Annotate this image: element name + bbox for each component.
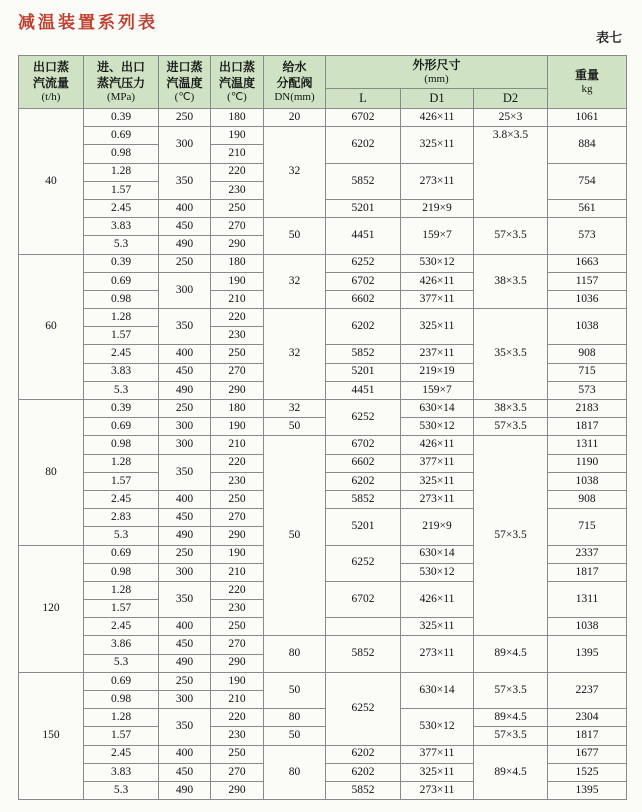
table-cell: 150 [19,672,84,799]
table-cell: 0.98 [84,436,159,454]
table-cell: 6602 [326,290,401,308]
table-cell: 250 [159,672,211,690]
table-cell: 6252 [326,254,401,272]
table-cell: 5201 [326,199,401,217]
table-row [19,218,627,236]
table-cell: 6702 [326,581,401,617]
table-row [19,672,627,690]
col-header-inlet-steam-temp [159,56,211,109]
col-header-outline-dimensions [326,56,548,89]
table-cell: 5852 [326,781,401,799]
table-cell: 57×3.5 [474,436,548,636]
table-cell: 270 [211,218,264,236]
table-cell: 300 [159,436,211,454]
table-cell: 1190 [548,454,627,472]
table-cell: 50 [264,727,326,745]
table-cell: 530×12 [401,418,474,436]
table-cell: 190 [211,272,264,290]
table-cell: 325×11 [401,472,474,490]
table-cell: 400 [159,490,211,508]
table-cell: 1817 [548,418,627,436]
table-cell: 5201 [326,509,401,545]
table-cell: 1817 [548,727,627,745]
table-cell: 190 [211,127,264,145]
table-cell: 159×7 [401,218,474,254]
table-cell: 210 [211,145,264,163]
table-cell: 80 [264,745,326,800]
table-cell: 6252 [326,672,401,745]
table-cell: 630×14 [401,672,474,708]
table-cell: 1157 [548,272,627,290]
table-cell: 400 [159,618,211,636]
table-cell: 1395 [548,781,627,799]
table-number-label: 表七 [595,30,622,45]
table-cell: 220 [211,581,264,599]
table-cell: 270 [211,363,264,381]
table-cell: 270 [211,636,264,654]
header-line: 出口蒸 [32,60,69,75]
table-cell: 754 [548,163,627,199]
table-cell: 1038 [548,472,627,490]
table-cell: 2.45 [84,490,159,508]
table-cell: 6252 [326,400,401,436]
table-cell: 80 [264,709,326,727]
header-line: 重量 [575,67,600,82]
table-cell: 57×3.5 [474,672,548,708]
table-cell: 1.28 [84,581,159,599]
table-cell: 270 [211,763,264,781]
table-cell: 250 [211,745,264,763]
table-cell: 210 [211,290,264,308]
table-cell: 1.57 [84,472,159,490]
table-cell: 5.3 [84,654,159,672]
table-cell: 290 [211,654,264,672]
header-unit: DN(mm) [274,91,315,104]
table-cell: 884 [548,127,627,163]
table-cell: 32 [264,400,326,418]
table-cell: 6202 [326,127,401,163]
table-row [19,745,627,763]
table-cell: 908 [548,490,627,508]
table-cell: 0.69 [84,672,159,690]
table-cell: 530×12 [401,709,474,745]
table-cell: 1.28 [84,454,159,472]
table-cell: 290 [211,236,264,254]
table-cell: 5201 [326,363,401,381]
table-cell: 325×11 [401,127,474,163]
table-cell: 89×4.5 [474,709,548,727]
table-cell: 300 [159,127,211,163]
table-cell: 1036 [548,290,627,308]
table-cell: 3.83 [84,763,159,781]
table-cell: 0.69 [84,418,159,436]
table-cell: 230 [211,327,264,345]
table-cell: 230 [211,727,264,745]
table-cell: 0.98 [84,563,159,581]
table-cell: 40 [19,109,84,255]
table-cell: 290 [211,781,264,799]
table-cell: 0.39 [84,254,159,272]
table-cell: 35×3.5 [474,309,548,400]
table-cell: 300 [159,691,211,709]
table-cell: 190 [211,418,264,436]
table-cell: 0.69 [84,272,159,290]
table-cell: 450 [159,218,211,236]
table-cell: 180 [211,109,264,127]
table-cell: 159×7 [401,381,474,399]
table-cell: 270 [211,509,264,527]
table-cell: 250 [211,199,264,217]
header-unit: (℃) [174,91,195,104]
table-cell: 630×14 [401,545,474,563]
table-cell: 1677 [548,745,627,763]
table-cell: 5.3 [84,527,159,545]
table-cell: 573 [548,381,627,399]
table-cell: 490 [159,654,211,672]
table-row [19,127,627,145]
table-row [19,636,627,654]
table-cell: 1.57 [84,600,159,618]
table-cell: 220 [211,454,264,472]
table-cell: 6252 [326,545,401,581]
table-cell: 6602 [326,454,401,472]
table-cell: 32 [264,309,326,400]
table-cell: 450 [159,363,211,381]
table-cell: 290 [211,381,264,399]
table-cell: 325×11 [401,763,474,781]
table-cell: 180 [211,254,264,272]
header-line: 汽温度 [166,75,203,90]
table-cell: 273×11 [401,636,474,672]
table-cell: 1.57 [84,727,159,745]
table-cell: 219×9 [401,199,474,217]
table-cell: 1.57 [84,181,159,199]
table-cell: 350 [159,454,211,490]
table-cell: 250 [211,490,264,508]
table-cell: 490 [159,381,211,399]
table-row [19,254,627,272]
table-cell: 50 [264,218,326,254]
table-cell: 2.45 [84,618,159,636]
table-header [19,56,627,109]
table-cell: 715 [548,509,627,545]
table-cell: 0.69 [84,545,159,563]
table-cell: 1.28 [84,709,159,727]
table-cell: 6702 [326,109,401,127]
table-cell: 57×3.5 [474,218,548,254]
table-row [19,709,627,727]
col-header-outlet-steam-flow [19,56,84,109]
table-cell: 219×9 [401,509,474,545]
table-cell: 0.39 [84,400,159,418]
table-cell: 3.86 [84,636,159,654]
table-cell: 180 [211,400,264,418]
table-cell: 350 [159,163,211,199]
table-cell: 4451 [326,381,401,399]
table-cell: 6202 [326,472,401,490]
header-line: 进、出口 [96,60,145,75]
table-cell: 325×11 [401,618,474,636]
header-unit: (MPa) [106,91,136,104]
table-cell: 1061 [548,109,627,127]
table-cell: 220 [211,709,264,727]
header-line: 汽流量 [32,75,69,90]
table-cell: 630×14 [401,400,474,418]
table-cell: 6202 [326,763,401,781]
table-cell: 89×4.5 [474,636,548,672]
table-cell: 230 [211,600,264,618]
table-cell: 25×3 [474,109,548,127]
table-cell: 20 [264,109,326,127]
table-cell: 2.45 [84,345,159,363]
table-cell: 237×11 [401,345,474,363]
col-header-feedwater-valve [264,56,326,109]
table-cell: 1038 [548,618,627,636]
table-cell: 250 [211,345,264,363]
table-cell: 219×19 [401,363,474,381]
table-cell: 57×3.5 [474,418,548,436]
table-cell: 1.57 [84,327,159,345]
table-cell: 6202 [326,745,401,763]
table-cell: 80 [19,400,84,546]
table-cell: 250 [159,545,211,563]
table-cell: 6702 [326,436,401,454]
col-header-steam-pressure [84,56,159,109]
table-cell: 80 [264,636,326,672]
table-cell: 1.28 [84,309,159,327]
table-cell: 273×11 [401,163,474,199]
table-cell: 120 [19,545,84,672]
header-unit: (℃) [227,91,247,104]
table-cell: 50 [264,418,326,436]
table-cell: 57×3.5 [474,727,548,745]
table-cell: 426×11 [401,581,474,617]
table-cell: 32 [264,127,326,218]
header-line: 分配阀 [276,75,313,90]
table-cell: 230 [211,472,264,490]
table-cell: 377×11 [401,745,474,763]
header-line: 出口蒸 [218,60,255,75]
table-cell: 400 [159,345,211,363]
table-cell: 273×11 [401,781,474,799]
table-cell: 561 [548,199,627,217]
header-line: 给水 [282,60,307,75]
table-cell: 220 [211,163,264,181]
table-cell: 350 [159,581,211,617]
table-cell: 250 [211,618,264,636]
table-cell: 1395 [548,636,627,672]
col-header-outlet-steam-temp [211,56,264,109]
table-cell: 377×11 [401,290,474,308]
table-cell: 210 [211,436,264,454]
table-cell: 490 [159,527,211,545]
table-cell: 210 [211,563,264,581]
table-cell: 490 [159,781,211,799]
table-cell: 426×11 [401,109,474,127]
header-row-main [19,56,627,89]
table-cell: 0.69 [84,127,159,145]
table-cell: 6702 [326,272,401,290]
header-line: 汽温度 [218,75,255,90]
table-cell: 250 [159,400,211,418]
table-cell: 450 [159,509,211,527]
table-row [19,418,627,436]
table-cell: 273×11 [401,490,474,508]
table-cell: 1663 [548,254,627,272]
table-cell: 530×12 [401,254,474,272]
table-row [19,309,627,327]
table-cell: 2.83 [84,509,159,527]
table-cell: 50 [264,672,326,708]
header-unit: kg [581,83,593,96]
header-unit: (mm) [424,73,449,86]
table-cell: 38×3.5 [474,400,548,418]
table-cell [326,618,401,636]
table-cell: 190 [211,545,264,563]
header-line: 进口蒸 [166,60,203,75]
table-cell: 3.83 [84,363,159,381]
table-cell: 250 [159,109,211,127]
table-cell: 490 [159,236,211,254]
table-cell: 400 [159,745,211,763]
table-cell: 350 [159,309,211,345]
table-cell: 2304 [548,709,627,727]
table-cell: 89×4.5 [474,745,548,800]
table-cell: 300 [159,272,211,308]
table-cell: 1311 [548,581,627,617]
table-row [19,436,627,454]
spec-table-body [19,109,627,800]
table-cell: 5.3 [84,381,159,399]
table-cell: 1817 [548,563,627,581]
table-cell: 0.98 [84,145,159,163]
table-cell: 300 [159,418,211,436]
spec-table [18,55,627,800]
col-header-weight [548,56,627,109]
col-header-dim-d1: D1 [401,89,474,109]
page-title: 减温装置系列表 [18,13,158,32]
table-cell: 2237 [548,672,627,708]
table-cell: 3.83 [84,218,159,236]
table-cell: 715 [548,363,627,381]
header-line: 外形尺寸 [412,57,461,72]
header-line: 蒸汽压力 [96,75,145,90]
table-cell: 5852 [326,490,401,508]
table-cell: 908 [548,345,627,363]
table-cell: 290 [211,527,264,545]
table-cell: 5852 [326,636,401,672]
table-cell: 426×11 [401,436,474,454]
table-cell: 377×11 [401,454,474,472]
table-cell: 2.45 [84,745,159,763]
table-cell: 5.3 [84,236,159,254]
table-cell: 0.98 [84,691,159,709]
table-cell: 350 [159,709,211,745]
col-header-dim-d2: D2 [474,89,548,109]
table-cell: 573 [548,218,627,254]
col-header-dim-l: L [326,89,401,109]
table-cell: 190 [211,672,264,690]
table-cell: 300 [159,563,211,581]
table-row [19,109,627,127]
table-cell: 325×11 [401,309,474,345]
table-cell: 250 [159,254,211,272]
table-cell: 5852 [326,345,401,363]
table-cell: 0.39 [84,109,159,127]
table-cell: 60 [19,254,84,400]
table-cell: 1038 [548,309,627,345]
table-cell: 6202 [326,309,401,345]
table-cell: 450 [159,763,211,781]
table-cell: 530×12 [401,563,474,581]
table-cell: 2337 [548,545,627,563]
table-cell: 5.3 [84,781,159,799]
table-cell: 400 [159,199,211,217]
table-cell: 2.45 [84,199,159,217]
table-cell: 32 [264,254,326,309]
table-cell: 0.98 [84,290,159,308]
table-cell: 1311 [548,436,627,454]
table-cell: 426×11 [401,272,474,290]
table-cell: 1525 [548,763,627,781]
table-row [19,400,627,418]
table-row [19,727,627,745]
table-cell: 210 [211,691,264,709]
table-cell: 3.8×3.5 [474,127,548,218]
table-cell: 38×3.5 [474,254,548,309]
table-cell: 50 [264,436,326,636]
table-cell: 5852 [326,163,401,199]
table-cell: 450 [159,636,211,654]
table-cell: 230 [211,181,264,199]
header-unit: (t/h) [41,91,61,104]
table-cell: 1.28 [84,163,159,181]
table-cell: 220 [211,309,264,327]
table-cell: 2183 [548,400,627,418]
table-cell: 4451 [326,218,401,254]
